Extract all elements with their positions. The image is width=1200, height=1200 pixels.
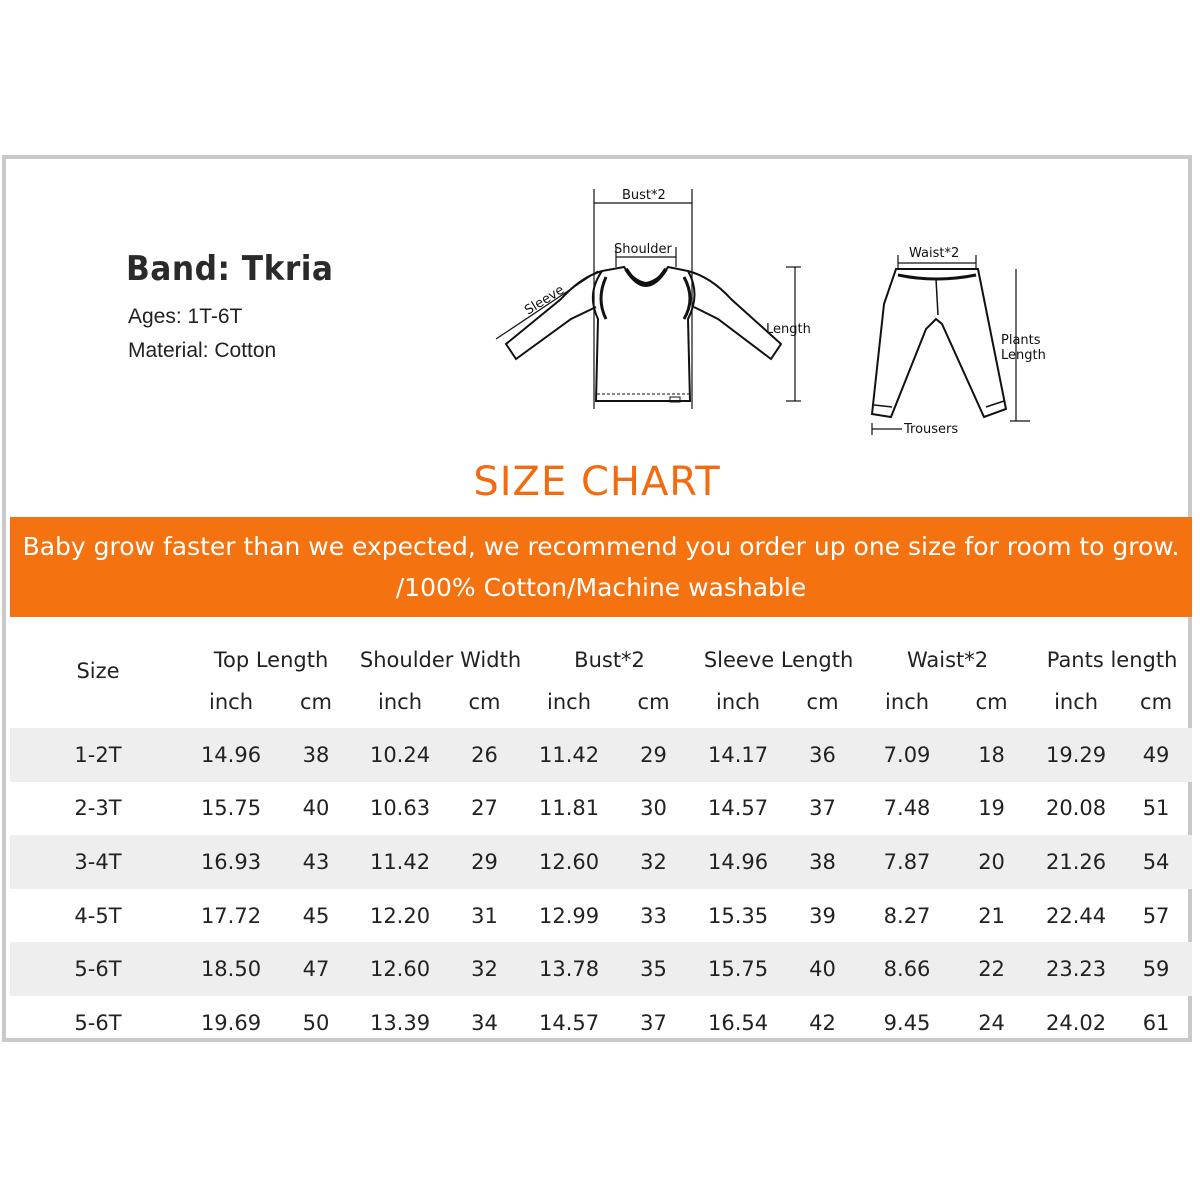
- table-row: [10, 782, 1192, 836]
- table-row: [10, 942, 1192, 996]
- unit-header: cm: [637, 690, 670, 714]
- banner-line-2: /100% Cotton/Machine washable: [395, 573, 807, 602]
- table-header-groups: [10, 617, 1192, 676]
- measurement-cell: 7.09: [863, 728, 951, 782]
- measurement-cell: 45: [302, 903, 330, 928]
- measurement-cell: 32: [444, 942, 525, 996]
- measurement-cell: 12.60: [356, 942, 444, 996]
- pants-length-label-line2: Length: [1001, 348, 1046, 363]
- measurement-cell: 7.87: [863, 835, 951, 889]
- measurement-cell: 7.48: [883, 796, 931, 821]
- unit-header: inch: [547, 690, 592, 714]
- measurement-cell: 57: [1142, 903, 1170, 928]
- measurement-cell: 36: [782, 728, 863, 782]
- group-header: Top Length: [213, 648, 329, 672]
- measurement-cell: 42: [809, 1010, 836, 1035]
- measurement-diagram: [6, 159, 1188, 459]
- measurement-cell: 26: [444, 728, 525, 782]
- measurement-cell: 10.63: [369, 796, 431, 821]
- unit-header: inch: [716, 690, 761, 714]
- measurement-cell: 29: [613, 728, 694, 782]
- size-table: [10, 617, 1192, 1050]
- measurement-cell: 51: [1142, 796, 1170, 821]
- size-cell: 4-5T: [74, 903, 122, 928]
- measurement-cell: 8.27: [883, 903, 931, 928]
- size-chart-card: [2, 155, 1192, 1042]
- measurement-cell: 31: [471, 903, 498, 928]
- measurement-cell: 32: [613, 835, 694, 889]
- waist-label: Waist*2: [909, 246, 960, 261]
- measurement-cell: 37: [809, 796, 836, 821]
- measurement-cell: 40: [782, 942, 863, 996]
- measurement-cell: 38: [276, 728, 356, 782]
- measurement-cell: 21.26: [1032, 835, 1120, 889]
- size-column-header: Size: [76, 659, 120, 683]
- measurement-cell: 15.35: [707, 903, 769, 928]
- group-header: Pants length: [1046, 648, 1178, 672]
- size-cell: 5-6T: [74, 1010, 122, 1035]
- measurement-cell: 14.96: [694, 835, 782, 889]
- table-row: [10, 889, 1192, 943]
- measurement-cell: 34: [471, 1010, 498, 1035]
- unit-header: cm: [300, 690, 333, 714]
- measurement-cell: 12.20: [369, 903, 431, 928]
- measurement-cell: 16.93: [186, 835, 276, 889]
- measurement-cell: 33: [640, 903, 667, 928]
- measurement-cell: 11.42: [356, 835, 444, 889]
- pants-length-label-line1: Plants: [1001, 333, 1041, 348]
- measurement-cell: 8.66: [863, 942, 951, 996]
- measurement-cell: 11.42: [525, 728, 613, 782]
- trousers-label: Trousers: [904, 422, 959, 437]
- measurement-cell: 13.78: [525, 942, 613, 996]
- table-row: [10, 835, 1192, 889]
- measurement-cell: 15.75: [200, 796, 262, 821]
- ages-info: Ages: 1T-6T: [128, 305, 243, 328]
- length-label: Length: [766, 322, 811, 337]
- measurement-cell: 39: [809, 903, 836, 928]
- measurement-cell: 49: [1120, 728, 1192, 782]
- measurement-cell: 21: [978, 903, 1005, 928]
- measurement-cell: 35: [613, 942, 694, 996]
- measurement-cell: 19.29: [1032, 728, 1120, 782]
- unit-header: inch: [378, 690, 423, 714]
- measurement-cell: 20: [951, 835, 1032, 889]
- measurement-cell: 24: [978, 1010, 1005, 1035]
- measurement-cell: 11.81: [538, 796, 600, 821]
- measurement-cell: 10.24: [356, 728, 444, 782]
- measurement-cell: 22.44: [1046, 903, 1107, 928]
- group-header: Bust*2: [574, 648, 645, 672]
- measurement-cell: 12.99: [538, 903, 600, 928]
- unit-header: cm: [975, 690, 1008, 714]
- measurement-cell: 61: [1142, 1010, 1170, 1035]
- sleeve-label: Sleeve: [522, 282, 568, 319]
- measurement-cell: 30: [640, 796, 667, 821]
- measurement-cell: 12.60: [525, 835, 613, 889]
- banner-line-1: Baby grow faster than we expected, we recommend you order up one size for room to grow.: [22, 532, 1180, 561]
- shoulder-label: Shoulder: [614, 242, 672, 257]
- measurement-cell: 14.96: [186, 728, 276, 782]
- group-header: Waist*2: [906, 648, 989, 672]
- measurement-cell: 19.69: [200, 1010, 262, 1035]
- measurement-cell: 59: [1120, 942, 1192, 996]
- measurement-cell: 47: [276, 942, 356, 996]
- measurement-cell: 40: [302, 796, 330, 821]
- sizing-advice-banner: [10, 517, 1192, 617]
- measurement-cell: 13.39: [369, 1010, 431, 1035]
- measurement-cell: 50: [302, 1010, 330, 1035]
- table-row: [10, 728, 1192, 782]
- unit-header: inch: [1054, 690, 1099, 714]
- shirt-illustration: [506, 267, 781, 402]
- measurement-cell: 54: [1120, 835, 1192, 889]
- size-table-body: [10, 728, 1192, 1050]
- size-cell: 1-2T: [10, 728, 186, 782]
- unit-header: inch: [885, 690, 930, 714]
- measurement-cell: 24.02: [1046, 1010, 1107, 1035]
- measurement-cell: 29: [444, 835, 525, 889]
- unit-header: cm: [468, 690, 501, 714]
- table-header-units: [10, 676, 1192, 728]
- measurement-cell: 14.17: [694, 728, 782, 782]
- group-header: Sleeve Length: [703, 648, 854, 672]
- bust-label: Bust*2: [622, 188, 666, 203]
- size-cell: 3-4T: [10, 835, 186, 889]
- unit-header: cm: [1140, 690, 1173, 714]
- measurement-cell: 18.50: [186, 942, 276, 996]
- measurement-cell: 9.45: [883, 1010, 931, 1035]
- measurement-cell: 23.23: [1032, 942, 1120, 996]
- measurement-cell: 22: [951, 942, 1032, 996]
- measurement-cell: 16.54: [707, 1010, 769, 1035]
- material-info: Material: Cotton: [128, 339, 277, 362]
- measurement-cell: 38: [782, 835, 863, 889]
- measurement-cell: 18: [951, 728, 1032, 782]
- measurement-cell: 15.75: [694, 942, 782, 996]
- size-cell: 2-3T: [74, 796, 122, 821]
- unit-header: cm: [806, 690, 839, 714]
- pants-illustration: [872, 269, 1006, 417]
- measurement-cell: 43: [276, 835, 356, 889]
- measurement-cell: 20.08: [1046, 796, 1107, 821]
- measurement-cell: 19: [978, 796, 1005, 821]
- measurement-cell: 17.72: [200, 903, 262, 928]
- group-header: Shoulder Width: [359, 648, 522, 672]
- size-chart-title: SIZE CHART: [473, 459, 721, 505]
- brand-name: Band: Tkria: [126, 249, 334, 289]
- measurement-cell: 14.57: [707, 796, 769, 821]
- measurement-cell: 14.57: [538, 1010, 600, 1035]
- unit-header: inch: [209, 690, 253, 714]
- table-row: [10, 996, 1192, 1050]
- size-cell: 5-6T: [10, 942, 186, 996]
- measurement-cell: 37: [640, 1010, 667, 1035]
- measurement-cell: 27: [471, 796, 498, 821]
